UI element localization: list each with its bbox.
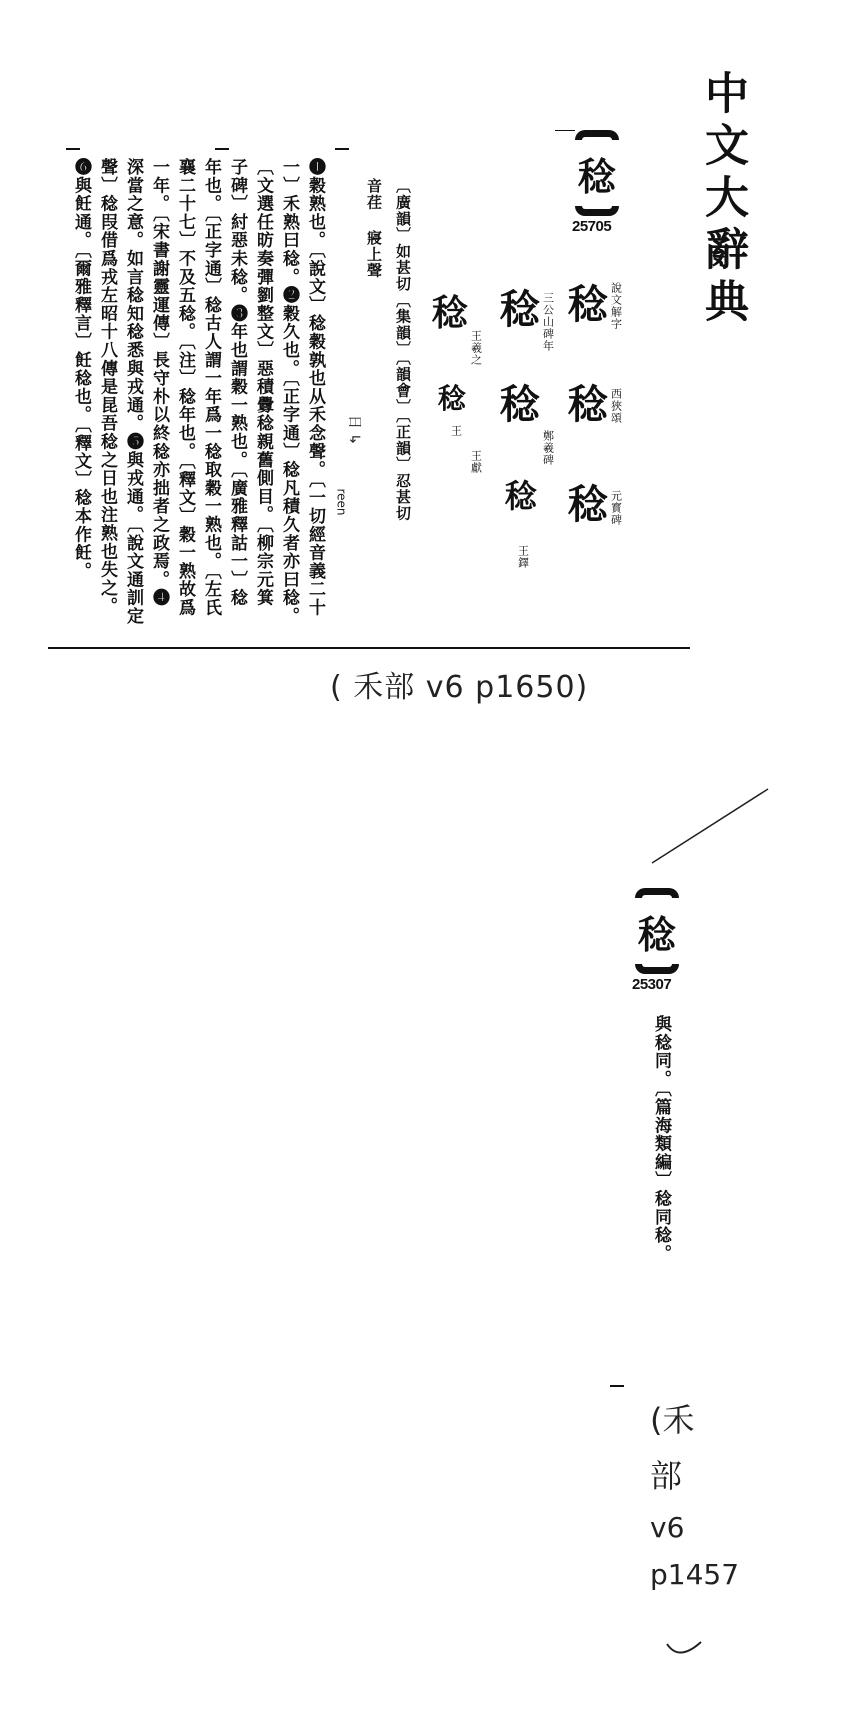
- variant-caption: 王鐸: [516, 545, 530, 569]
- dictionary-title: 中文大辭典: [697, 70, 748, 330]
- margin-mark: reen: [334, 488, 349, 516]
- pronunciation-column: 音荏 寢上聲: [365, 178, 383, 279]
- definition-column: 聲〕稔叚借爲戎左昭十八傳是昆吾稔之日也注熟也失之。: [97, 158, 117, 616]
- definition-column: 一年。〔宋書謝靈運傳〕長守朴以終稔亦拙者之政焉。❹: [149, 158, 169, 607]
- entry1-code: 25705: [572, 218, 612, 235]
- variant-caption: 王獻: [469, 450, 483, 474]
- variant-caption: 三公山碑年: [541, 292, 555, 352]
- variant-caption: 西狹頌: [609, 388, 623, 424]
- entry1-bottom-rule: [48, 647, 690, 649]
- variant-3: [568, 481, 608, 528]
- note-line: v6: [650, 1511, 685, 1544]
- column-tick: [215, 148, 229, 150]
- entry2-head: [632, 888, 682, 998]
- variant-5: [500, 381, 540, 428]
- margin-mark: 日 ↳: [346, 414, 363, 446]
- variant-glyph: 稔: [568, 481, 608, 528]
- variant-glyph: 稔: [432, 292, 469, 334]
- note-line: (禾: [650, 1401, 695, 1439]
- entry1-head: [572, 130, 622, 240]
- variant-2: [568, 381, 608, 428]
- head-rule: [555, 130, 575, 131]
- dash-mark: [610, 1385, 624, 1387]
- entry2-code: 25307: [632, 976, 672, 993]
- variant-1: [568, 281, 608, 328]
- variant-glyph: 稔: [500, 286, 540, 333]
- variant-caption: 王羲之: [469, 330, 483, 366]
- note-line: 部: [650, 1457, 683, 1495]
- bracket-bottom: [575, 206, 619, 216]
- variant-4: [500, 286, 540, 333]
- bracket-bottom: [635, 964, 679, 974]
- definition-column: 襄二十七〕不及五稔。〔注〕稔年也。〔釋文〕穀一熟故爲: [175, 158, 195, 617]
- variant-caption: 說文解字: [609, 282, 623, 330]
- column-tick: [66, 148, 80, 150]
- variant-glyph: 稔: [505, 477, 538, 515]
- check-stroke: [665, 1640, 705, 1664]
- entry2-head-char: 稔: [637, 911, 676, 957]
- variant-caption: 王: [449, 425, 463, 437]
- variant-6: [505, 477, 538, 515]
- reading-column: 〔廣韻〕如甚切〔集韻〕〔韻會〕〔正韻〕忍甚切: [394, 178, 412, 522]
- column-tick: [335, 148, 349, 150]
- diagonal-stroke: [650, 785, 770, 865]
- variant-8: [438, 382, 467, 415]
- variant-glyph: 稔: [500, 381, 540, 428]
- definition-column: 〔文選任昉奏彈劉整文〕惡積釁稔親舊側目。〔柳宗元箕: [253, 158, 273, 607]
- definition-column: ❶穀熟也。〔說文〕稔穀孰也从禾念聲。〔一切經音義二十: [305, 158, 325, 617]
- variant-caption: 元寳碑: [609, 490, 623, 526]
- handwritten-note-2: [650, 1395, 770, 1591]
- definition-column: 子碑〕紂惡未稔。❸年也謂穀一熟也。〔廣雅釋詁一〕稔: [227, 158, 247, 607]
- variant-caption: 鄭羲碑: [541, 430, 555, 466]
- variant-7: [432, 292, 469, 334]
- variant-glyph: 稔: [568, 381, 608, 428]
- variant-glyph: 稔: [438, 382, 467, 415]
- definition-column: ❻與飪通。〔爾雅釋言〕飪稔也。〔釋文〕稔本作飪。: [71, 158, 91, 581]
- definition-column: 一〕禾熟曰稔。❷穀久也。〔正字通〕稔凡積久者亦曰稔。: [279, 158, 299, 626]
- definition-column: 深當之意。如言稔知稔悉與戎通。❺與戎通。〔說文通訓定: [123, 158, 143, 626]
- definition-column: 年也。〔正字通〕稔古人謂一年爲一稔取穀一熟也。〔左氏: [201, 158, 221, 617]
- entry1-head-box: [575, 130, 619, 216]
- entry2-definition: 與稔同。〔篇海類編〕稔同稔。: [651, 1015, 671, 1263]
- handwritten-note: ( 禾部 v6 p1650): [330, 670, 589, 705]
- variant-glyph: 稔: [568, 281, 608, 328]
- entry1-head-char: 稔: [577, 153, 616, 199]
- note-line: p1457: [650, 1558, 740, 1591]
- entry2-head-box: [635, 888, 679, 974]
